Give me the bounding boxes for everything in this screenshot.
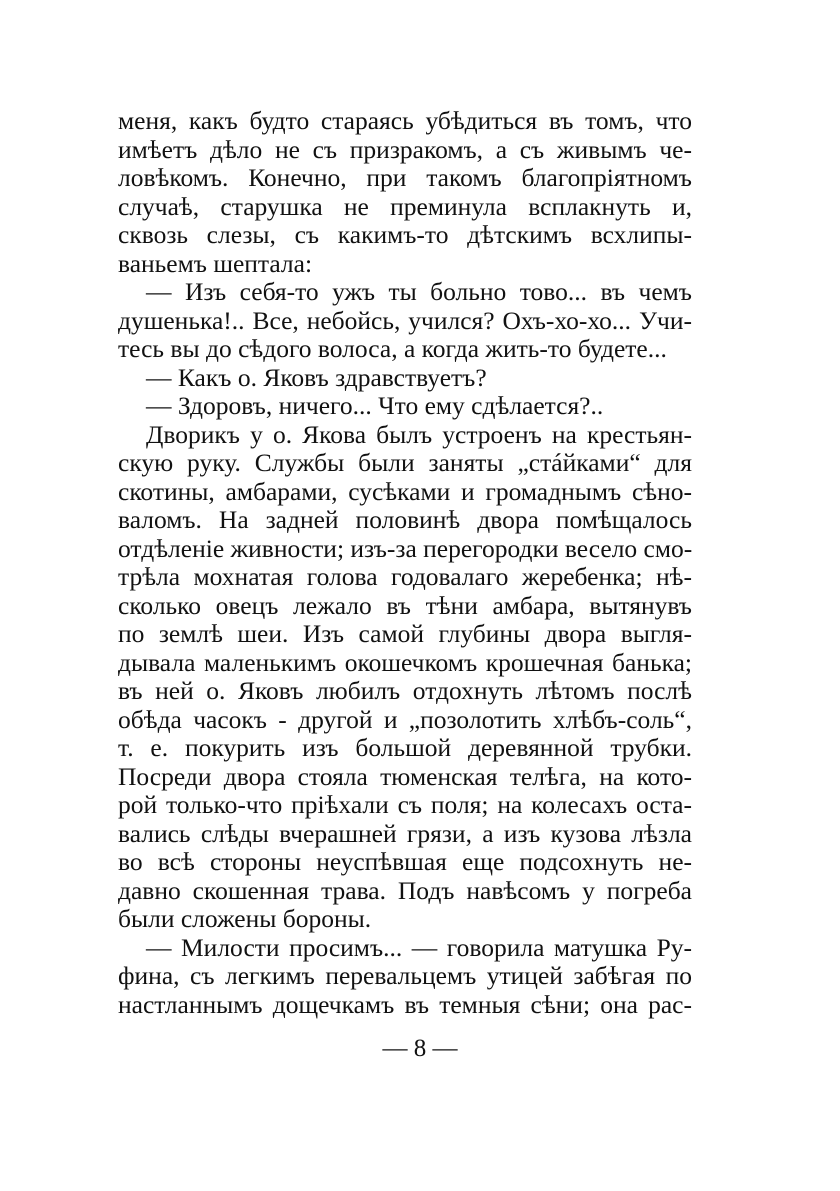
text-line: фина, съ легкимъ перевальцемъ утицей забѣгая по <box>118 961 692 990</box>
text-line: скотины, амбарами, сусѣками и громаднымъ сѣно- <box>118 476 692 506</box>
text-line: во всѣ стороны неуспѣвшая еще подсохнуть не- <box>118 847 692 876</box>
text-line: дывала маленькимъ окошечкомъ крошечная банька; <box>118 647 692 677</box>
text-line: обѣда часокъ - другой и „позолотить хлѣбъ-соль“, <box>118 704 692 734</box>
text-line: Дворикъ у о. Якова былъ устроенъ на крестьян- <box>146 419 692 449</box>
text-line: случаѣ, старушка не преминула всплакнуть и, <box>118 191 692 221</box>
text-line: трѣла мохнатая голова годовалаго жеребенка; нѣ- <box>118 562 692 591</box>
text-line: давно скошенная трава. Подъ навѣсомъ у погреба <box>118 875 692 905</box>
text-line: рой только-что пріѣхали съ поля; на колесахъ оста- <box>118 790 692 819</box>
text-line: — Какъ о. Яковъ здравствуетъ? <box>146 362 487 392</box>
text-line: валомъ. На задней половинѣ двора помѣщалось <box>118 505 692 534</box>
text-line: — Здоровъ, ничего... Что ему сдѣлается?.. <box>146 391 604 420</box>
text-line: меня, какъ будто стараясь убѣдиться въ томъ, что <box>118 106 692 135</box>
text-line: въ ней о. Яковъ любилъ отдохнуть лѣтомъ послѣ <box>118 676 692 705</box>
text-line: настланнымъ дощечкамъ въ темныя сѣни; она рас- <box>118 989 692 1019</box>
text-line: сквозь слезы, съ какимъ-то дѣтскимъ всхлипы- <box>118 220 692 249</box>
page-number: — 8 — <box>382 1035 458 1062</box>
text-line: душенька!.. Все, небойсь, учился? Охъ-хо-хо... Учи- <box>118 305 692 335</box>
text-line: ловѣкомъ. Конечно, при такомъ благопріятномъ <box>118 163 692 192</box>
text-line: Посреди двора стояла тюменская телѣга, на кото- <box>118 761 692 791</box>
text-line: вались слѣды вчерашней грязи, а изъ кузова лѣзла <box>118 818 692 848</box>
text-line: сколько овецъ лежало въ тѣни амбара, вытянувъ <box>118 590 692 620</box>
text-line: тесь вы до сѣдого волоса, а когда жить-то будете... <box>118 334 667 363</box>
body-text <box>118 107 692 1019</box>
text-line: были сложены бороны. <box>118 904 372 933</box>
text-line: скую руку. Службы были заняты „стáйками“ для <box>118 448 692 477</box>
text-line: отдѣленіе живности; изъ-за перегородки весело смо- <box>118 533 693 563</box>
text-line: т. е. покурить изъ большой деревянной трубки. <box>118 733 692 762</box>
text-line: — Изъ себя-то ужъ ты больно тово... въ чемъ <box>146 277 692 306</box>
text-line: имѣетъ дѣло не съ призракомъ, а съ живымъ че- <box>118 134 692 164</box>
text-line: ваньемъ шептала: <box>118 248 313 278</box>
text-line: по землѣ шеи. Изъ самой глубины двора выгля- <box>118 619 692 648</box>
text-line: — Милости просимъ... — говорила матушка Ру- <box>146 932 692 962</box>
